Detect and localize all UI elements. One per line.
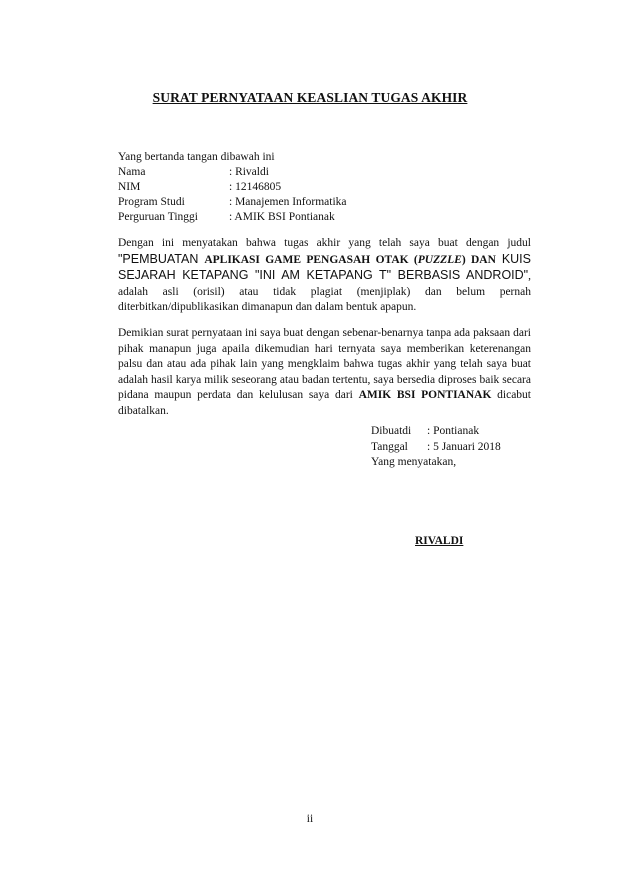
signature-place-label: Dibuatdi [371,425,412,437]
identity-label: Nama [118,166,146,178]
signature-statement: Yang menyatakan, [371,456,457,468]
intro-line: Yang bertanda tangan dibawah ini [118,151,275,163]
thesis-title-part: ) DAN [461,253,496,266]
declaration-paragraph [118,326,531,419]
identity-row-nim [118,180,347,195]
page-number: ii [306,813,314,825]
signature-place-value: : Pontianak [427,425,480,437]
declaration-text: Demikian surat pernyataan ini saya buat dengan sebenar-benarnya tanpa ada paksaan dari pihak manapun juga apaila dikemudian hari ternyata saya memberikan keterenangan palsu dan atau ada pihak lain yang mengklaim bahwa tugas akhir yang telah saya buat adalah hasil karya milik seseorang atau badan tertentu, saya bersedia diproses baik secara pidana maupun perdata dan kelulusan saya dari [118,327,531,401]
identity-value: : 12146805 [229,181,282,193]
thesis-title-italic: PUZZLE [417,253,462,266]
identity-label: NIM [118,181,141,193]
identity-row-institution [118,210,347,225]
identity-block [118,150,347,225]
thesis-title-part: APLIKASI GAME PENGASAH OTAK ( [204,253,418,266]
identity-value: : AMIK BSI Pontianak [229,211,335,223]
signature-date-row [371,440,501,456]
identity-value: : Manajemen Informatika [229,196,347,208]
identity-row-name [118,165,347,180]
document-title: SURAT PERNYATAAN KEASLIAN TUGAS AKHIR [152,90,468,105]
statement-tail: , adalah asli (orisil) atau tidak plagiat (menjiplak) dan belum pernah diterbitkan/dipublikasikan dimanapun dan dalam bentuk apapun. [118,270,531,313]
signature-block [371,424,501,471]
thesis-title-quote: "PEMBUATAN [118,251,205,266]
identity-row-program [118,195,347,210]
identity-label: Program Studi [118,196,185,208]
statement-paragraph [118,236,531,316]
signature-place-row [371,424,501,440]
institution-name: AMIK BSI PONTIANAK [358,389,492,401]
signature-date-label: Tanggal [371,440,408,453]
identity-label: Perguruan Tinggi [118,211,198,223]
declaration-tail: dicabut dibatalkan. [118,389,531,417]
thesis-title-part: KUIS SEJARAH KETAPANG "INI AM KETAPANG T" BERBASIS ANDROID" [118,251,531,282]
identity-value: : Rivaldi [229,166,269,178]
signer-name: RIVALDI [415,535,464,547]
statement-lead: Dengan ini menyatakan bahwa tugas akhir yang telah saya buat dengan judul [118,237,531,249]
signature-date-value: : 5 Januari 2018 [427,440,501,453]
